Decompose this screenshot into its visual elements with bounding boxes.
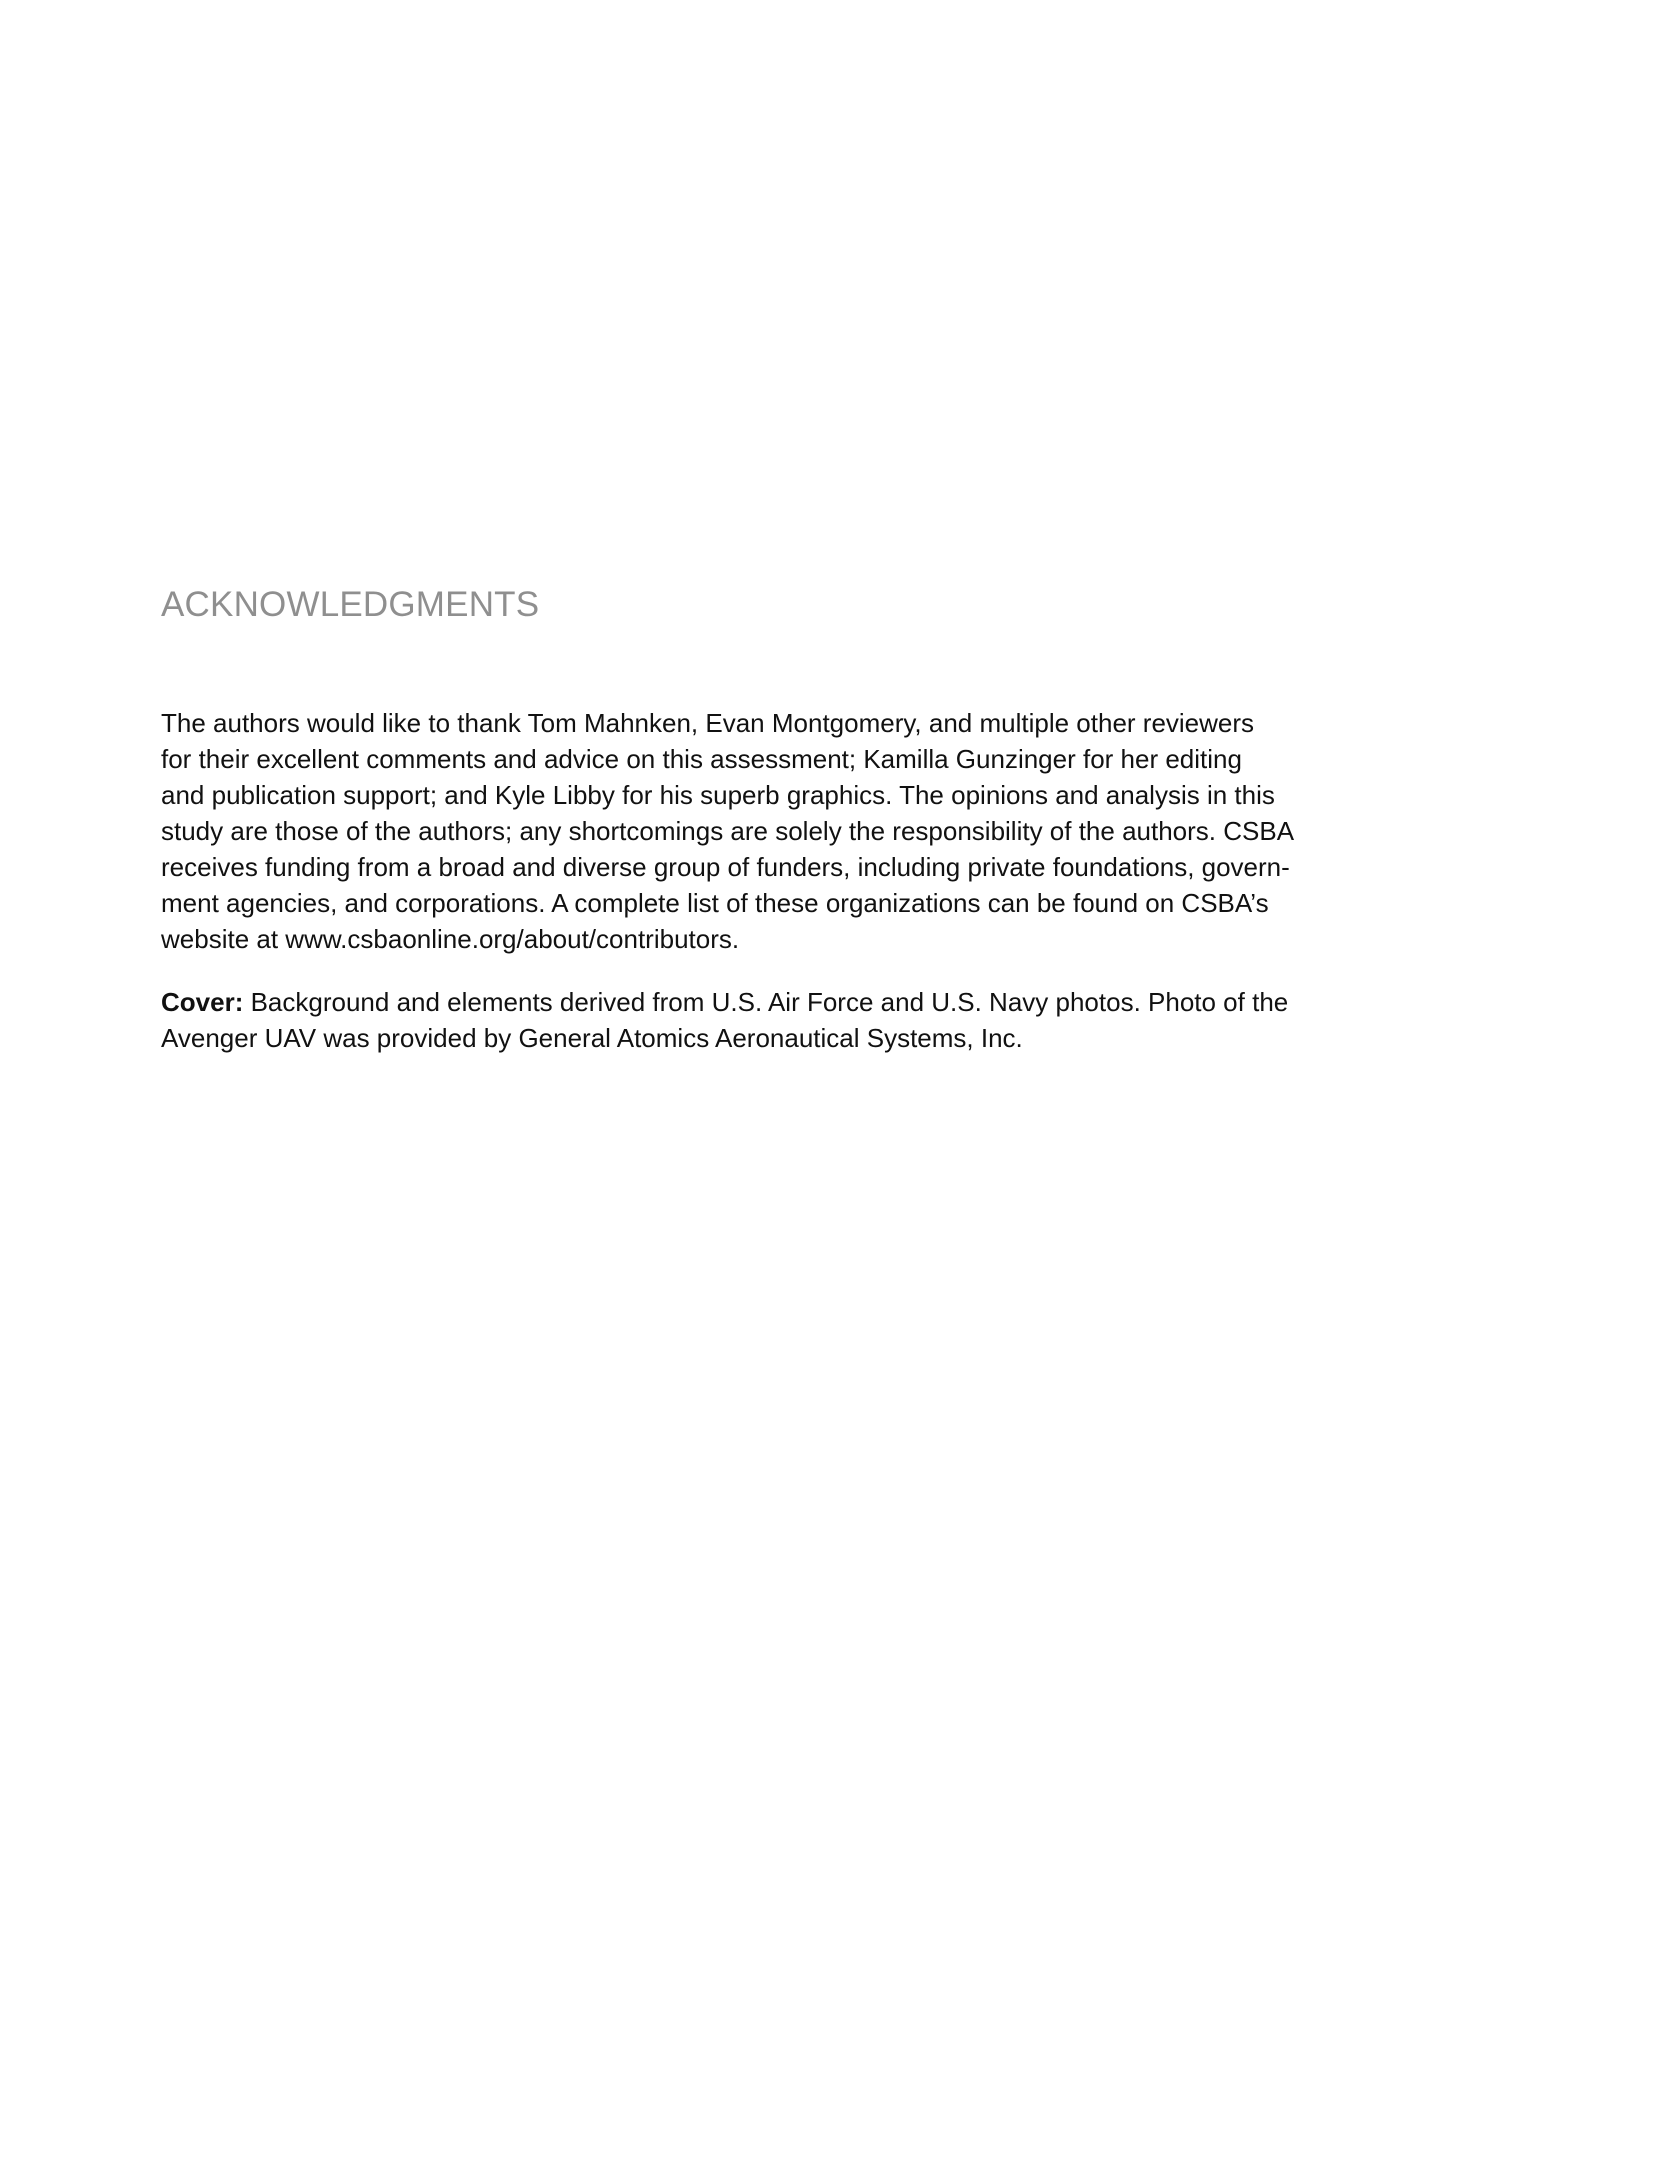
document-body (161, 705, 1351, 1056)
acknowledgments-paragraph (161, 705, 1351, 957)
cover-credit-line (161, 984, 1351, 1020)
paragraph-line: website at www.csbaonline.org/about/contributors. (161, 924, 740, 954)
paragraph-line: receives funding from a broad and diverse group of funders, including private foundations, govern- (161, 852, 1290, 882)
paragraph-line: study are those of the authors; any shortcomings are solely the responsibility of the authors. CSBA (161, 816, 1295, 846)
paragraph-line: ment agencies, and corporations. A complete list of these organizations can be found on CSBA’s (161, 888, 1269, 918)
paragraph-line: The authors would like to thank Tom Mahnken, Evan Montgomery, and multiple other reviewers (161, 708, 1255, 738)
cover-credit-line: Avenger UAV was provided by General Atomics Aeronautical Systems, Inc. (161, 1023, 1023, 1053)
cover-credit-text: Background and elements derived from U.S. Air Force and U.S. Navy photos. Photo of the (243, 987, 1289, 1017)
paragraph-line: for their excellent comments and advice on this assessment; Kamilla Gunzinger for her editing (161, 744, 1242, 774)
cover-credit-paragraph (161, 984, 1351, 1056)
paragraph-line: and publication support; and Kyle Libby for his superb graphics. The opinions and analysis in this (161, 780, 1275, 810)
paragraph-spacer (161, 957, 1351, 984)
cover-label: Cover: (161, 987, 244, 1017)
page-title: ACKNOWLEDGMENTS (161, 585, 540, 624)
